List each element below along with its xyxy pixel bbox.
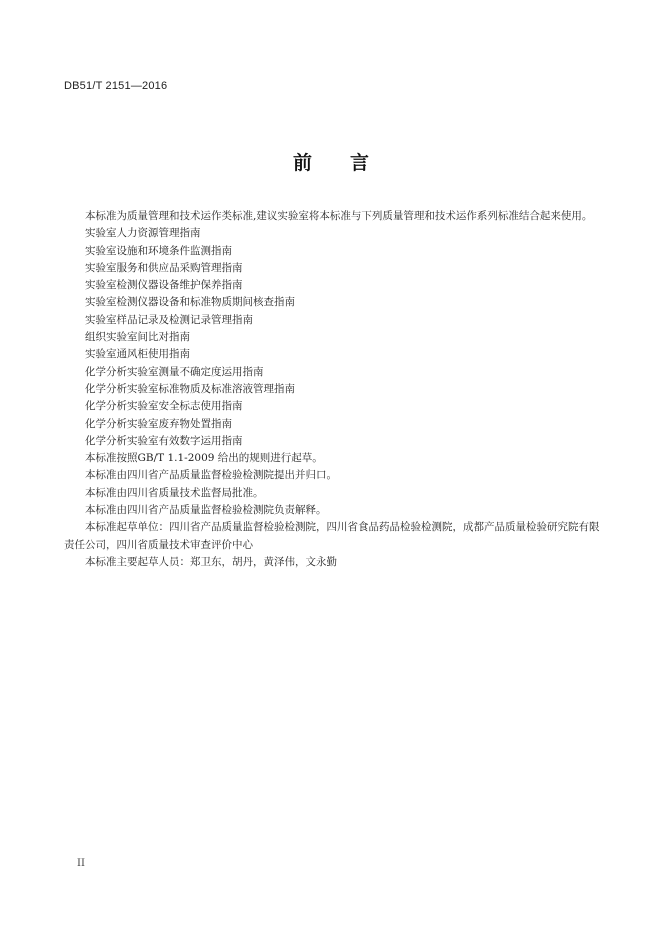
paragraph-proposer: 本标准由四川省产品质量监督检验检测院提出并归口。 xyxy=(85,469,337,482)
standard-code: DB51/T 2151—2016 xyxy=(64,80,168,92)
list-item: 实验室服务和供应品采购管理指南 xyxy=(85,261,243,274)
paragraph-drafting-rules: 本标准按照GB/T 1.1-2009 给出的规则进行起草。 xyxy=(85,452,323,465)
paragraph-interpreter: 本标准由四川省产品质量监督检验检测院负责解释。 xyxy=(85,504,327,517)
title-char-1: 前 xyxy=(292,152,312,174)
page-title xyxy=(0,148,662,175)
paragraph-drafters: 本标准主要起草人员：郑卫东，胡丹，黄泽伟，文永勤 xyxy=(85,555,337,568)
page-number: II xyxy=(77,858,85,869)
list-item: 实验室样品记录及检测记录管理指南 xyxy=(85,313,253,326)
foreword-body xyxy=(64,208,604,571)
list-item: 化学分析实验室废弃物处置指南 xyxy=(85,417,232,430)
list-item: 实验室检测仪器设备维护保养指南 xyxy=(85,279,243,292)
list-item: 组织实验室间比对指南 xyxy=(85,331,190,344)
paragraph-intro: 本标准为质量管理和技术运作类标准,建议实验室将本标准与下列质量管理和技术运作系列标准结合起来使用。 xyxy=(85,210,593,222)
title-char-2: 言 xyxy=(350,152,370,174)
list-item: 化学分析实验室有效数字运用指南 xyxy=(85,434,243,447)
list-item: 化学分析实验室测量不确定度运用指南 xyxy=(85,365,264,378)
paragraph-drafting-units: 本标准起草单位：四川省产品质量监督检验检测院，四川省食品药品检验检测院，成都产品质量检验研究院有限责任公司，四川省质量技术审查评价中心 xyxy=(64,521,600,551)
list-item: 化学分析实验室标准物质及标准溶液管理指南 xyxy=(85,382,295,395)
list-item: 实验室检测仪器设备和标准物质期间核查指南 xyxy=(85,296,295,309)
list-item: 实验室通风柜使用指南 xyxy=(85,348,190,361)
list-item: 实验室设施和环境条件监测指南 xyxy=(85,244,232,257)
list-item: 化学分析实验室安全标志使用指南 xyxy=(85,400,243,413)
list-item: 实验室人力资源管理指南 xyxy=(85,227,201,240)
paragraph-approver: 本标准由四川省质量技术监督局批准。 xyxy=(85,486,264,499)
